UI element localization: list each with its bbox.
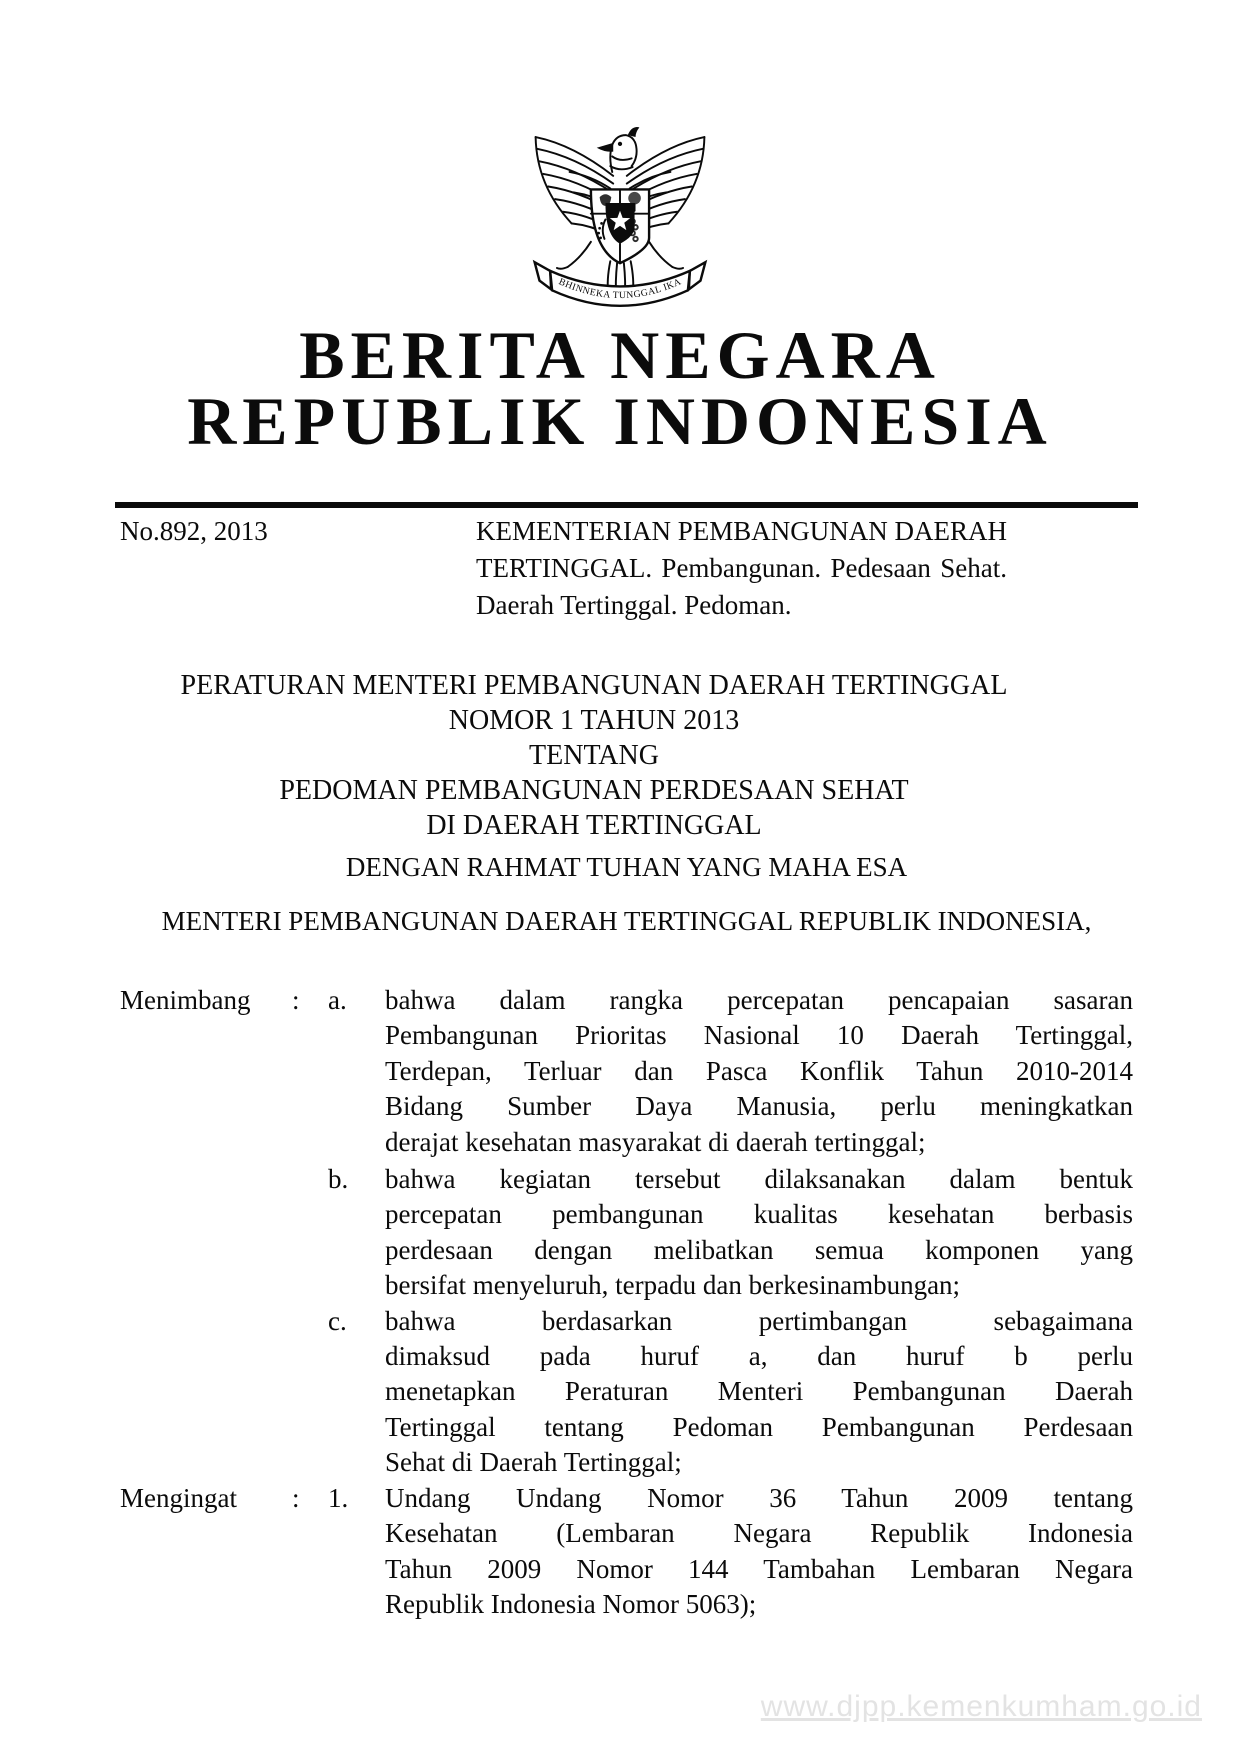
regulation-title xyxy=(120,668,1068,843)
item-marker: c. xyxy=(328,1305,347,1336)
document-body xyxy=(120,983,1133,1622)
gazette-subject xyxy=(476,513,1007,624)
invocation-line: DENGAN RAHMAT TUHAN YANG MAHA ESA xyxy=(345,852,908,882)
authority-line: MENTERI PEMBANGUNAN DAERAH TERTINGGAL REPUBLIK INDONESIA, xyxy=(161,906,1092,936)
section-label-menimbang: Menimbang xyxy=(120,985,251,1015)
label-spacer xyxy=(120,1162,292,1304)
text-line: Tahun 2009 Nomor 144 Tambahan Lembaran Negara xyxy=(385,1553,1133,1584)
eagle-head xyxy=(597,127,640,172)
regulation-title-line: TENTANG xyxy=(529,740,659,771)
text-line: percepatan pembangunan kualitas kesehatan berbasis xyxy=(385,1199,1133,1230)
text-line: Undang Undang Nomor 36 Tahun 2009 tentang xyxy=(385,1482,1133,1513)
gazette-header xyxy=(120,513,1133,624)
watermark-url: www.djpp.kemenkumham.go.id xyxy=(760,1690,1202,1723)
text-line: bahwa dalam rangka percepatan pencapaian sasaran xyxy=(385,985,1133,1015)
consideration-text xyxy=(385,1162,1133,1304)
gazette-subject-line: Daerah Tertinggal. Pedoman. xyxy=(476,590,792,620)
regulation-title-line: PEDOMAN PEMBANGUNAN PERDESAAN SEHAT xyxy=(279,775,909,806)
text-line: dimaksud pada huruf a, dan huruf b perlu xyxy=(385,1341,1133,1372)
consideration-item-c xyxy=(120,1304,1133,1481)
label-spacer xyxy=(120,1304,292,1481)
text-line: Terdepan, Terluar dan Pasca Konflik Tahun 2010-2014 xyxy=(385,1055,1133,1086)
text-line: Tertinggal tentang Pedoman Pembangunan Perdesaan xyxy=(385,1411,1133,1442)
text-line: derajat kesehatan masyarakat di daerah tertinggal; xyxy=(385,1126,926,1157)
masthead-title-line2: REPUBLIK INDONESIA xyxy=(187,383,1053,459)
text-line: bahwa berdasarkan pertimbangan sebagaimana xyxy=(385,1305,1133,1336)
text-line: Pembangunan Prioritas Nasional 10 Daerah Tertinggal, xyxy=(385,1020,1133,1051)
text-line: perdesaan dengan melibatkan semua komponen yang xyxy=(385,1234,1133,1265)
legal-basis-text xyxy=(385,1481,1133,1623)
consideration-text xyxy=(385,983,1133,1160)
label-separator: : xyxy=(292,985,300,1015)
regulation-title-line: PERATURAN MENTERI PEMBANGUNAN DAERAH TERTINGGAL xyxy=(180,670,1008,701)
gazette-subject-line: TERTINGGAL. Pembangunan. Pedesaan Sehat. xyxy=(476,553,1007,583)
consideration-text xyxy=(385,1304,1133,1481)
motto-text: BHINNEKA TUNGGAL IKA xyxy=(556,276,684,302)
label-separator: : xyxy=(292,1482,300,1513)
regulation-title-line: NOMOR 1 TAHUN 2013 xyxy=(448,705,740,736)
garuda-pancasila-emblem xyxy=(523,96,717,310)
banyan-tree-symbol xyxy=(628,192,641,205)
text-line: Kesehatan (Lembaran Negara Republik Indonesia xyxy=(385,1518,1133,1549)
item-marker: b. xyxy=(328,1164,349,1195)
item-marker: a. xyxy=(328,985,347,1015)
garuda-emblem-svg xyxy=(523,96,717,310)
text-line: bahwa kegiatan tersebut dilaksanakan dalam bentuk xyxy=(385,1164,1133,1195)
masthead-title-line1: BERITA NEGARA xyxy=(299,317,941,393)
section-label-mengingat: Mengingat xyxy=(120,1482,237,1513)
gazette-number: No.892, 2013 xyxy=(120,516,268,546)
separator-spacer xyxy=(292,1162,328,1304)
text-line: bersifat menyeluruh, terpadu dan berkesinambungan; xyxy=(385,1270,961,1301)
gazette-subject-line: KEMENTERIAN PEMBANGUNAN DAERAH xyxy=(476,516,1007,546)
separator-spacer xyxy=(292,1304,328,1481)
text-line: Bidang Sumber Daya Manusia, perlu meningkatkan xyxy=(385,1091,1133,1122)
text-line: menetapkan Peraturan Menteri Pembangunan Daerah xyxy=(385,1376,1133,1407)
regulation-title-line: DI DAERAH TERTINGGAL xyxy=(426,810,762,841)
masthead-rule xyxy=(115,502,1138,508)
legal-basis-item-1 xyxy=(120,1481,1133,1623)
text-line: Sehat di Daerah Tertinggal; xyxy=(385,1447,682,1478)
text-line: Republik Indonesia Nomor 5063); xyxy=(385,1588,757,1619)
consideration-item-a xyxy=(120,983,1133,1160)
pancasila-shield xyxy=(591,189,649,263)
item-marker: 1. xyxy=(328,1482,349,1513)
consideration-item-b xyxy=(120,1162,1133,1304)
